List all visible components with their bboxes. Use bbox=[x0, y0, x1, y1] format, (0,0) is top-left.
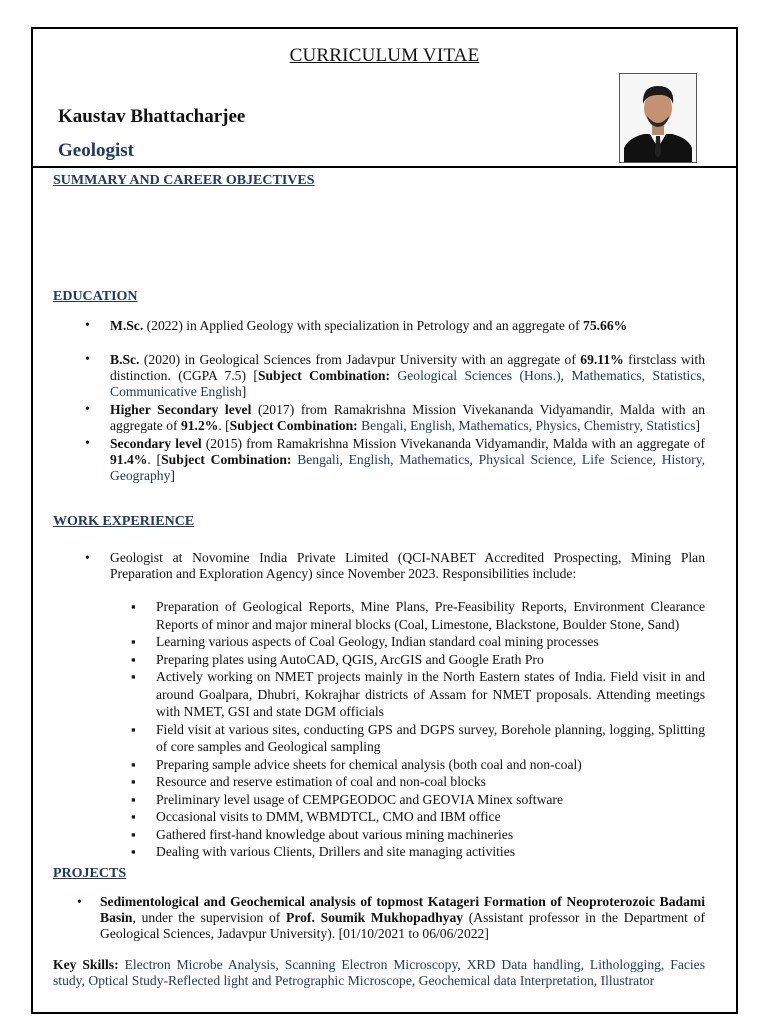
project-text: (Assistant professor in the Department of Geological Sciences, Jadavpur University). [01/10/2021 to 06/06/2022] bbox=[100, 910, 705, 941]
project-supervisor: Prof. Soumik Mukhopadhyay bbox=[286, 910, 464, 925]
subject-label: Subject Combination: bbox=[257, 368, 390, 383]
candidate-name: Kaustav Bhattacharjee bbox=[58, 106, 246, 127]
education-score: 91.4% bbox=[110, 452, 148, 467]
education-text: (2017) from Ramakrishna Mission Vivekananda Vidyamandir, Malda with an aggregate of bbox=[110, 402, 705, 433]
education-item bbox=[53, 318, 705, 334]
responsibility-item: ▪ Gathered first-hand knowledge about various mining machineries bbox=[53, 826, 705, 844]
document-title: CURRICULUM VITAE bbox=[289, 45, 480, 66]
subject-label: Subject Combination: bbox=[161, 452, 292, 467]
bracket: ] bbox=[170, 468, 175, 483]
responsibility-item: ▪ Preparation of Geological Reports, Mine Plans, Pre-Feasibility Reports, Environment Clearance Reports of minor and major mineral blocks (Coal, Limestone, Blackstone, Boulder Stone, Sand) bbox=[53, 598, 705, 633]
education-text: (2020) in Geological Sciences from Jadavpur University with an aggregate of bbox=[139, 352, 581, 367]
education-list bbox=[53, 318, 705, 486]
subject-list: Geological Sciences (Hons.), Mathematics, Statistics, Communicative English bbox=[110, 368, 706, 399]
key-skills bbox=[53, 957, 705, 989]
responsibility-item: ▪ Occasional visits to DMM, WBMDTCL, CMO and IBM office bbox=[53, 808, 705, 826]
skills-list: Electron Microbe Analysis, Scanning Electron Microscopy, XRD Data handling, Lithologging, Facies study, Optical Study-Reflected light and Petrographic Microscope, Geochemical data Interpretation, Illustrator bbox=[53, 957, 705, 988]
education-text: . [ bbox=[147, 452, 162, 467]
bracket: ] bbox=[241, 384, 247, 399]
degree-label: Secondary level bbox=[110, 436, 202, 451]
project-text: , under the supervision of bbox=[132, 910, 287, 925]
education-score: 69.11% bbox=[580, 352, 624, 367]
education-text: (2015) from Ramakrishna Mission Vivekananda Vidyamandir, Malda with an aggregate of bbox=[201, 436, 705, 451]
bracket: ] bbox=[695, 418, 701, 433]
education-item bbox=[53, 352, 705, 400]
subject-list: Bengali, English, Mathematics, Physics, Chemistry, Statistics bbox=[357, 418, 696, 433]
education-item bbox=[53, 402, 705, 434]
degree-label: Higher Secondary level bbox=[110, 402, 252, 417]
responsibility-item: ▪ Preliminary level usage of CEMPGEODOC and GEOVIA Minex software bbox=[53, 791, 705, 809]
person-photo-icon bbox=[620, 74, 696, 162]
degree-label: B.Sc. bbox=[110, 352, 140, 367]
education-score: 91.2% bbox=[180, 418, 219, 433]
work-experience-heading: WORK EXPERIENCE bbox=[53, 514, 195, 529]
education-score: 75.66% bbox=[583, 318, 628, 333]
education-text: . [ bbox=[218, 418, 230, 433]
projects-heading: PROJECTS bbox=[53, 866, 127, 881]
education-item bbox=[53, 436, 705, 484]
responsibility-item: ▪ Resource and reserve estimation of coal and non-coal blocks bbox=[53, 773, 705, 791]
degree-label: M.Sc. bbox=[110, 318, 144, 333]
work-experience-item: • Geologist at Novomine India Private Limited (QCI-NABET Accredited Prospecting, Mining Plan Preparation and Exploration Agency) since November 2023. Responsibilities include: bbox=[53, 550, 705, 582]
responsibility-item: ▪ Preparing sample advice sheets for chemical analysis (both coal and non-coal) bbox=[53, 756, 705, 774]
responsibility-item: ▪ Dealing with various Clients, Drillers and site managing activities bbox=[53, 843, 705, 861]
education-text: firstclass with distinction. (CGPA 7.5) [ bbox=[110, 352, 706, 383]
education-heading: EDUCATION bbox=[53, 289, 138, 304]
education-text: (2022) in Applied Geology with specialization in Petrology and an aggregate of bbox=[143, 318, 584, 333]
subject-list: Bengali, English, Mathematics, Physical Science, Life Science, History, Geography bbox=[110, 452, 706, 483]
skills-label: Key Skills: bbox=[53, 957, 119, 972]
profile-photo bbox=[619, 73, 697, 163]
header-divider bbox=[33, 166, 736, 168]
summary-heading: SUMMARY AND CAREER OBJECTIVES bbox=[53, 173, 315, 188]
responsibility-item: ▪ Actively working on NMET projects mainly in the North Eastern states of India. Field visit in and around Goalpara, Dhubri, Kokrajhar districts of Assam for NMET proposals. Attending meetings with NMET, GSI and state DGM officials bbox=[53, 668, 705, 721]
responsibility-item: ▪ Field visit at various sites, conducting GPS and DGPS survey, Borehole planning, logging, Splitting of core samples and Geological sampling bbox=[53, 721, 705, 756]
subject-label: Subject Combination: bbox=[229, 418, 358, 433]
responsibility-item: ▪ Learning various aspects of Coal Geology, Indian standard coal mining processes bbox=[53, 633, 705, 651]
candidate-role: Geologist bbox=[58, 140, 134, 161]
project-item bbox=[53, 894, 705, 942]
responsibility-item: ▪ Preparing plates using AutoCAD, QGIS, ArcGIS and Google Erath Pro bbox=[53, 651, 705, 669]
project-title: Sedimentological and Geochemical analysis of topmost Katageri Formation of Neoproterozoic Badami Basin bbox=[100, 894, 705, 925]
cv-page bbox=[31, 27, 738, 1014]
responsibilities-list bbox=[53, 598, 705, 861]
